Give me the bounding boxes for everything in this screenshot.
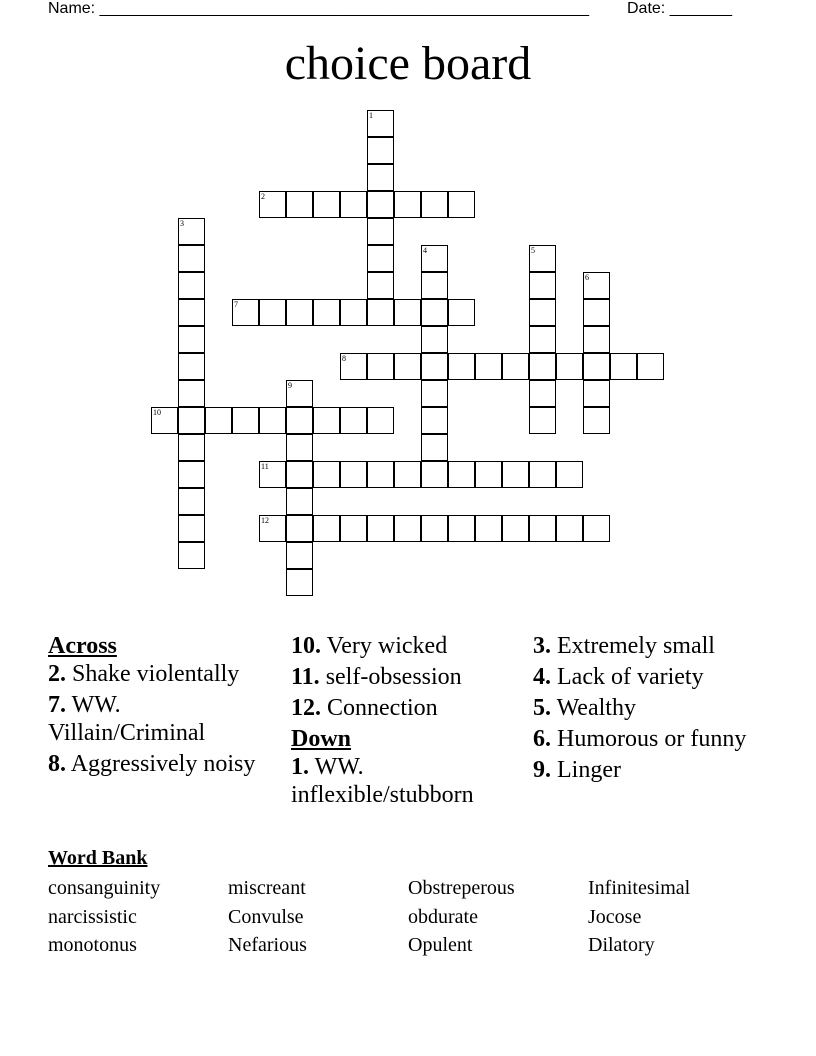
crossword-cell[interactable] xyxy=(421,434,448,461)
crossword-cell[interactable] xyxy=(421,515,448,542)
crossword-cell[interactable] xyxy=(556,461,583,488)
word-bank-word: Nefarious xyxy=(228,934,307,956)
clue-across-10: 10. Very wicked xyxy=(291,633,448,659)
word-bank-word: Dilatory xyxy=(588,934,655,956)
crossword-cell[interactable] xyxy=(178,380,205,407)
clues-column-2 xyxy=(291,632,521,812)
word-bank-word: obdurate xyxy=(408,905,478,928)
word-bank-word: consanguinity xyxy=(48,877,161,899)
crossword-cell[interactable] xyxy=(259,299,286,326)
crossword-cell[interactable] xyxy=(178,434,205,461)
clue-number: 5 xyxy=(531,246,535,255)
crossword-cell[interactable] xyxy=(421,407,448,434)
clue-across-2: 2. Shake violentally xyxy=(48,661,240,687)
clues-column-3 xyxy=(533,632,763,787)
crossword-cell[interactable] xyxy=(286,542,313,569)
crossword-cell[interactable] xyxy=(637,353,664,380)
crossword-cell[interactable] xyxy=(421,461,448,488)
crossword-cell[interactable] xyxy=(421,353,448,380)
crossword-cell[interactable] xyxy=(367,299,394,326)
crossword-cell[interactable] xyxy=(313,191,340,218)
word-bank-word: Infinitesimal xyxy=(588,877,691,899)
crossword-cell[interactable] xyxy=(583,299,610,326)
crossword-cell[interactable] xyxy=(556,353,583,380)
crossword-cell[interactable] xyxy=(367,353,394,380)
crossword-cell[interactable] xyxy=(421,245,448,272)
crossword-cell[interactable] xyxy=(583,407,610,434)
crossword-cell[interactable] xyxy=(178,353,205,380)
crossword-cell[interactable] xyxy=(556,515,583,542)
crossword-cell[interactable] xyxy=(448,461,475,488)
word-bank-row xyxy=(48,874,768,903)
crossword-cell[interactable] xyxy=(394,299,421,326)
crossword-cell[interactable] xyxy=(367,245,394,272)
crossword-cell[interactable] xyxy=(529,515,556,542)
crossword-cell[interactable] xyxy=(286,515,313,542)
crossword-cell[interactable] xyxy=(313,407,340,434)
crossword-cell[interactable] xyxy=(583,515,610,542)
crossword-cell[interactable] xyxy=(502,515,529,542)
word-bank-word: Jocose xyxy=(588,905,642,928)
crossword-cell[interactable] xyxy=(448,299,475,326)
crossword-cell[interactable] xyxy=(610,353,637,380)
clue-across-11: 11. self-obsession xyxy=(291,664,462,690)
word-bank-row xyxy=(48,931,768,960)
crossword-cell[interactable] xyxy=(259,515,286,542)
clue-number: 9 xyxy=(288,381,292,390)
crossword-cell[interactable] xyxy=(232,299,259,326)
clue-down-9: 9. Linger xyxy=(533,757,621,783)
crossword-cell[interactable] xyxy=(448,515,475,542)
crossword-cell[interactable] xyxy=(340,191,367,218)
crossword-cell[interactable] xyxy=(367,110,394,137)
crossword-cell[interactable] xyxy=(421,299,448,326)
crossword-cell[interactable] xyxy=(583,380,610,407)
crossword-cell[interactable] xyxy=(178,461,205,488)
down-heading: Down xyxy=(291,726,352,752)
clues-column-1 xyxy=(48,632,278,781)
crossword-cell[interactable] xyxy=(259,407,286,434)
clue-across-12: 12. Connection xyxy=(291,695,438,721)
crossword-cell[interactable] xyxy=(367,164,394,191)
crossword-cell[interactable] xyxy=(529,380,556,407)
clue-number: 2 xyxy=(261,192,265,201)
date-line[interactable]: Date: _______ xyxy=(627,0,732,17)
word-bank xyxy=(48,874,768,960)
crossword-cell[interactable] xyxy=(178,407,205,434)
crossword-cell[interactable] xyxy=(421,272,448,299)
crossword-cell[interactable] xyxy=(583,353,610,380)
crossword-cell[interactable] xyxy=(529,299,556,326)
crossword-cell[interactable] xyxy=(394,515,421,542)
crossword-cell[interactable] xyxy=(421,326,448,353)
crossword-cell[interactable] xyxy=(178,272,205,299)
clue-across-8: 8. Aggressively noisy xyxy=(48,751,256,777)
clue-number: 10 xyxy=(153,408,161,417)
clue-number: 12 xyxy=(261,516,269,525)
crossword-cell[interactable] xyxy=(367,515,394,542)
crossword-cell[interactable] xyxy=(502,353,529,380)
clue-down-3: 3. Extremely small xyxy=(533,633,715,659)
crossword-cell[interactable] xyxy=(178,245,205,272)
crossword-cell[interactable] xyxy=(529,245,556,272)
crossword-cell[interactable] xyxy=(529,353,556,380)
clue-down-5: 5. Wealthy xyxy=(533,695,636,721)
crossword-cell[interactable] xyxy=(367,407,394,434)
crossword-cell[interactable] xyxy=(448,353,475,380)
crossword-cell[interactable] xyxy=(232,407,259,434)
crossword-cell[interactable] xyxy=(367,461,394,488)
crossword-cell[interactable] xyxy=(286,407,313,434)
crossword-cell[interactable] xyxy=(178,488,205,515)
clue-number: 11 xyxy=(261,462,269,471)
crossword-cell[interactable] xyxy=(583,272,610,299)
crossword-cell[interactable] xyxy=(475,515,502,542)
crossword-cell[interactable] xyxy=(313,515,340,542)
page-title: choice board xyxy=(284,37,532,90)
clue-down-4: 4. Lack of variety xyxy=(533,664,704,690)
clue-number: 1 xyxy=(369,111,373,120)
clue-number: 8 xyxy=(342,354,346,363)
crossword-cell[interactable] xyxy=(502,461,529,488)
crossword-cell[interactable] xyxy=(394,353,421,380)
crossword-cell[interactable] xyxy=(340,407,367,434)
word-bank-word: miscreant xyxy=(228,877,306,899)
crossword-cell[interactable] xyxy=(367,137,394,164)
crossword-cell[interactable] xyxy=(340,353,367,380)
word-bank-word: Opulent xyxy=(408,934,473,956)
crossword-cell[interactable] xyxy=(475,353,502,380)
crossword-cell[interactable] xyxy=(340,461,367,488)
word-bank-word: Convulse xyxy=(228,905,304,928)
crossword-cell[interactable] xyxy=(178,515,205,542)
crossword-cell[interactable] xyxy=(583,326,610,353)
crossword-cell[interactable] xyxy=(178,326,205,353)
crossword-cell[interactable] xyxy=(286,191,313,218)
crossword-cell[interactable] xyxy=(313,461,340,488)
crossword-cell[interactable] xyxy=(286,461,313,488)
crossword-cell[interactable] xyxy=(367,191,394,218)
crossword-cell[interactable] xyxy=(259,191,286,218)
crossword-cell[interactable] xyxy=(340,515,367,542)
crossword-cell[interactable] xyxy=(421,191,448,218)
crossword-cell[interactable] xyxy=(178,299,205,326)
crossword-cell[interactable] xyxy=(286,380,313,407)
word-bank-row xyxy=(48,903,768,932)
across-heading: Across xyxy=(48,633,117,659)
crossword-cell[interactable] xyxy=(394,191,421,218)
clue-number: 7 xyxy=(234,300,238,309)
word-bank-title: Word Bank xyxy=(48,847,148,869)
name-line[interactable]: Name: _______________________________________________________ xyxy=(48,0,589,17)
crossword-cell[interactable] xyxy=(313,299,340,326)
crossword-cell[interactable] xyxy=(286,434,313,461)
crossword-cell[interactable] xyxy=(340,299,367,326)
clue-number: 6 xyxy=(585,273,589,282)
crossword-cell[interactable] xyxy=(367,218,394,245)
clue-number: 3 xyxy=(180,219,184,228)
crossword-cell[interactable] xyxy=(367,272,394,299)
crossword-cell[interactable] xyxy=(529,407,556,434)
crossword-cell[interactable] xyxy=(394,461,421,488)
clue-down-6: 6. Humorous or funny xyxy=(533,726,747,752)
word-bank-word: monotonus xyxy=(48,934,137,956)
crossword-cell[interactable] xyxy=(259,461,286,488)
clue-number: 4 xyxy=(423,246,427,255)
crossword-cell[interactable] xyxy=(205,407,232,434)
clue-down-1: 1. WW. inflexible/stubborn xyxy=(291,754,474,808)
crossword-cell[interactable] xyxy=(448,191,475,218)
crossword-cell[interactable] xyxy=(475,461,502,488)
crossword-cell[interactable] xyxy=(178,218,205,245)
word-bank-word: narcissistic xyxy=(48,905,137,928)
crossword-cell[interactable] xyxy=(421,380,448,407)
crossword-cell[interactable] xyxy=(286,299,313,326)
crossword-cell[interactable] xyxy=(529,461,556,488)
crossword-cell[interactable] xyxy=(151,407,178,434)
crossword-cell[interactable] xyxy=(286,569,313,596)
word-bank-word: Obstreperous xyxy=(408,877,515,899)
crossword-cell[interactable] xyxy=(529,272,556,299)
clue-across-7: 7. WW. Villain/Criminal xyxy=(48,692,206,746)
crossword-cell[interactable] xyxy=(529,326,556,353)
crossword-cell[interactable] xyxy=(286,488,313,515)
crossword-cell[interactable] xyxy=(178,542,205,569)
